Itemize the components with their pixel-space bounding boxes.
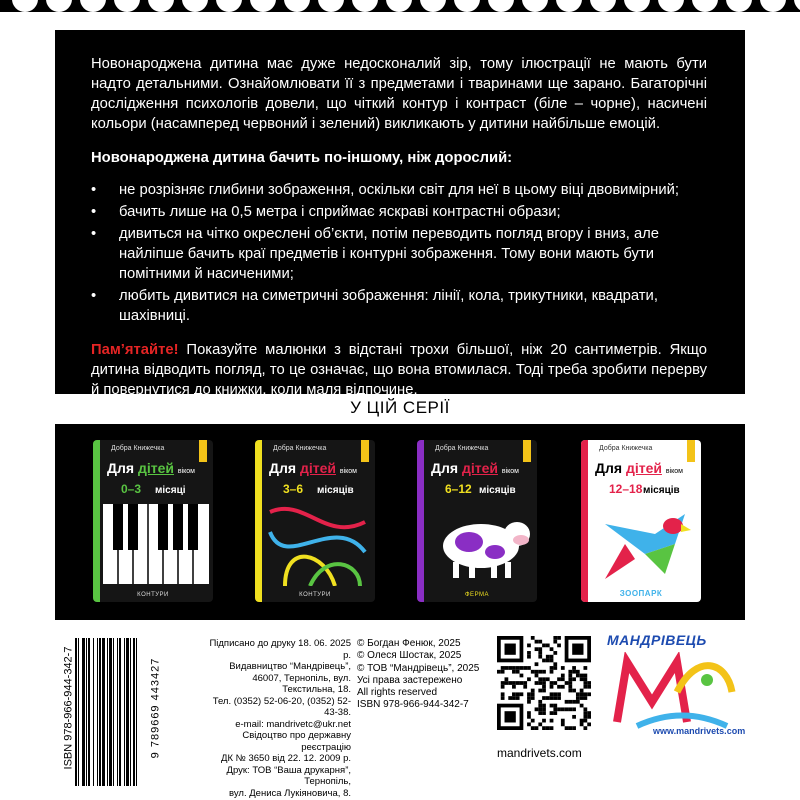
- scallop-shape: [182, 0, 208, 12]
- qr-module: [561, 677, 565, 681]
- qr-module: [531, 696, 535, 700]
- qr-module: [542, 681, 546, 685]
- qr-module: [538, 700, 542, 704]
- qr-module: [550, 681, 554, 685]
- qr-module: [557, 696, 561, 700]
- qr-module: [580, 704, 584, 708]
- qr-module: [505, 677, 509, 681]
- imprint-line: e-mail: mandrivetc@ukr.net: [235, 718, 351, 730]
- book-title-a: Для: [595, 460, 626, 476]
- scallop-shape: [794, 0, 800, 12]
- book-age-word: віком: [339, 468, 357, 475]
- qr-module: [501, 681, 505, 685]
- qr-module: [538, 640, 542, 644]
- qr-module: [550, 685, 554, 689]
- qr-module: [553, 640, 557, 644]
- qr-module: [580, 677, 584, 681]
- qr-module: [538, 670, 542, 674]
- book-brand: Добра Книжечка: [273, 445, 327, 452]
- qr-module: [527, 692, 531, 696]
- qr-module: [531, 726, 535, 730]
- qr-module: [550, 659, 554, 663]
- qr-module: [538, 722, 542, 726]
- qr-module: [583, 715, 587, 719]
- scallop-shape: [692, 0, 718, 12]
- qr-module: [512, 666, 516, 670]
- qr-module: [561, 685, 565, 689]
- qr-module: [512, 692, 516, 696]
- scallop-shape: [250, 0, 276, 12]
- copyright-line: © Олеся Шостак, 2025: [357, 650, 462, 662]
- qr-module: [538, 655, 542, 659]
- qr-module: [583, 681, 587, 685]
- qr-module: [580, 689, 584, 693]
- qr-module: [527, 722, 531, 726]
- qr-module: [587, 685, 591, 689]
- qr-module: [531, 636, 535, 640]
- qr-module: [550, 711, 554, 715]
- book-age: 0–3: [121, 482, 142, 496]
- qr-module: [576, 700, 580, 704]
- cow-illustration: [429, 506, 533, 582]
- qr-module: [516, 670, 520, 674]
- copyright-block: [357, 638, 497, 712]
- imprint-line: Видавництво “Мандрівець”,: [229, 661, 351, 672]
- book-title: [107, 460, 195, 476]
- qr-module: [531, 719, 535, 723]
- scallop-shape: [522, 0, 548, 12]
- qr-module: [576, 692, 580, 696]
- qr-module: [542, 719, 546, 723]
- qr-module: [553, 711, 557, 715]
- qr-module: [542, 677, 546, 681]
- book-brand: Добра Книжечка: [435, 445, 489, 452]
- qr-module: [520, 692, 524, 696]
- qr-module: [565, 707, 569, 711]
- scallop-shape: [658, 0, 684, 12]
- qr-module: [527, 644, 531, 648]
- book-title-a: Для: [431, 460, 462, 476]
- qr-module: [546, 655, 550, 659]
- copyright-line: © ТОВ “Мандрівець”, 2025: [357, 662, 480, 674]
- qr-module: [568, 707, 572, 711]
- qr-module: [587, 711, 591, 715]
- book-age: 6–12: [445, 482, 472, 496]
- qr-module: [542, 707, 546, 711]
- series-band: [55, 424, 745, 620]
- series-title: У ЦІЙ СЕРІЇ: [350, 398, 450, 417]
- qr-module: [553, 666, 557, 670]
- qr-module: [580, 719, 584, 723]
- qr-module: [516, 681, 520, 685]
- qr-module: [516, 666, 520, 670]
- piano-keys-illustration: [103, 504, 209, 584]
- imprint-line: Підписано до друку 18. 06. 2025 р.: [209, 638, 351, 661]
- book-label: ФЕРМА: [465, 592, 489, 598]
- qr-module: [553, 636, 557, 640]
- qr-module: [553, 692, 557, 696]
- qr-module: [546, 659, 550, 663]
- qr-module: [542, 726, 546, 730]
- scallop-shape: [624, 0, 650, 12]
- qr-module: [572, 677, 576, 681]
- qr-module: [550, 726, 554, 730]
- qr-module: [561, 707, 565, 711]
- qr-module: [583, 711, 587, 715]
- book-cover-0-3: [93, 440, 213, 602]
- qr-module: [520, 666, 524, 670]
- scallop-shape: [454, 0, 480, 12]
- qr-module: [516, 692, 520, 696]
- qr-module: [572, 700, 576, 704]
- book-title-b: дітей: [461, 460, 498, 476]
- qr-module: [580, 696, 584, 700]
- qr-module: [576, 674, 580, 678]
- qr-module: [546, 677, 550, 681]
- qr-module: [523, 666, 527, 670]
- intro-heading: Новонароджена дитина бачить по-іншому, ніж дорослий:: [91, 150, 513, 166]
- book-title: [595, 460, 683, 476]
- intro-text-block: [55, 30, 745, 398]
- qr-module: [531, 689, 535, 693]
- qr-module: [512, 696, 516, 700]
- qr-module: [535, 681, 539, 685]
- qr-module: [542, 644, 546, 648]
- copyright-line: © Богдан Фенюк, 2025: [357, 638, 461, 649]
- qr-module: [538, 704, 542, 708]
- qr-module: [508, 696, 512, 700]
- book-brand: Добра Книжечка: [599, 445, 653, 452]
- scallop-shape: [148, 0, 174, 12]
- qr-module: [568, 700, 572, 704]
- bullet-item: • дивиться на чітко окреслені об’єкти, потім переводить погляд вгору і вниз, але найліпше бачить краї предметів і контурні зображення. Тому вони мають бути помітними й насиченими;: [91, 224, 707, 284]
- qr-module: [501, 696, 505, 700]
- wavy-lines-illustration: [265, 502, 371, 586]
- qr-module: [542, 670, 546, 674]
- imprint-text: [199, 638, 351, 799]
- qr-module: [531, 692, 535, 696]
- book-spine: [581, 440, 588, 602]
- qr-module: [553, 707, 557, 711]
- qr-module: [538, 689, 542, 693]
- qr-module: [535, 726, 539, 730]
- imprint-line: вул. Дениса Лукіяновича, 8.: [229, 787, 351, 799]
- book-brand: Добра Книжечка: [111, 445, 165, 452]
- book-spine: [255, 440, 262, 602]
- qr-module: [505, 644, 516, 655]
- book-cover-3-6: [255, 440, 375, 602]
- publisher-logo-name: МАНДРІВЕЦЬ: [607, 632, 707, 648]
- remember-label: Пам’ятайте!: [91, 342, 179, 358]
- book-title-a: Для: [269, 460, 300, 476]
- publisher-logo-url: www.mandrivets.com: [653, 726, 746, 736]
- qr-module: [553, 651, 557, 655]
- qr-module: [568, 689, 572, 693]
- imprint-line: Друк: ТОВ “Ваша друкарня”, Тернопіль,: [226, 764, 351, 787]
- scallop-shape: [386, 0, 412, 12]
- qr-module: [568, 670, 572, 674]
- qr-module: [557, 636, 561, 640]
- qr-module: [505, 681, 509, 685]
- qr-module: [572, 666, 576, 670]
- qr-module: [576, 696, 580, 700]
- qr-module: [497, 670, 501, 674]
- qr-module: [512, 670, 516, 674]
- book-age: 12–18: [609, 482, 643, 496]
- qr-module: [546, 696, 550, 700]
- parrot-illustration: [595, 504, 695, 584]
- book-title-b: дітей: [299, 460, 336, 476]
- qr-module: [501, 670, 505, 674]
- scallop-shape: [488, 0, 514, 12]
- book-months: місяці: [155, 485, 186, 496]
- qr-module: [583, 692, 587, 696]
- qr-module: [553, 662, 557, 666]
- qr-module: [542, 659, 546, 663]
- bookmark-tag: [523, 440, 531, 462]
- qr-module: [527, 700, 531, 704]
- book-age: 3–6: [283, 482, 304, 496]
- imprint-section: [55, 626, 745, 800]
- qr-module: [538, 711, 542, 715]
- qr-module: [527, 651, 531, 655]
- qr-module: [538, 651, 542, 655]
- book-cover-12-18: [581, 440, 701, 602]
- publisher-website[interactable]: mandrivets.com: [497, 746, 582, 760]
- qr-module: [542, 704, 546, 708]
- qr-module: [535, 670, 539, 674]
- qr-module: [557, 692, 561, 696]
- qr-module: [542, 696, 546, 700]
- qr-module: [501, 666, 505, 670]
- qr-module: [538, 647, 542, 651]
- qr-module: [553, 681, 557, 685]
- book-months: місяців: [643, 485, 680, 496]
- qr-module: [587, 715, 591, 719]
- qr-module: [527, 677, 531, 681]
- qr-module: [572, 689, 576, 693]
- qr-module: [550, 647, 554, 651]
- scallop-shape: [556, 0, 582, 12]
- qr-module: [531, 670, 535, 674]
- qr-module: [527, 655, 531, 659]
- qr-module: [527, 711, 531, 715]
- book-title: [431, 460, 519, 476]
- qr-module: [553, 696, 557, 700]
- qr-module: [505, 711, 516, 722]
- qr-module: [538, 707, 542, 711]
- publisher-logo-icon: [607, 652, 739, 732]
- scallop-shape: [216, 0, 242, 12]
- qr-module: [527, 715, 531, 719]
- qr-module: [557, 685, 561, 689]
- qr-module: [542, 711, 546, 715]
- qr-module: [565, 681, 569, 685]
- book-age-word: віком: [501, 468, 519, 475]
- book-title: [269, 460, 357, 476]
- qr-module: [557, 644, 561, 648]
- qr-module: [550, 719, 554, 723]
- qr-module: [512, 681, 516, 685]
- qr-module: [550, 704, 554, 708]
- book-title-b: дітей: [137, 460, 174, 476]
- qr-module: [542, 685, 546, 689]
- qr-module: [550, 666, 554, 670]
- qr-module: [561, 674, 565, 678]
- qr-module: [516, 696, 520, 700]
- qr-module: [501, 685, 505, 689]
- remember-text: Показуйте малюнки з відстані трохи більшої, ніж 20 сантиметрів. Якщо дитина відводить погляд, то це означає, що вона втомилася. Тоді треба зробити перерву й повернутися до книжки, коли маля відпочине.: [91, 342, 707, 398]
- bullet-item: • любить дивитися на симетричні зображення: лінії, кола, трикутники, квадрати, шахівниці.: [91, 286, 707, 326]
- bookmark-tag: [361, 440, 369, 462]
- qr-module: [546, 644, 550, 648]
- qr-module: [527, 696, 531, 700]
- imprint-line: 46007, Тернопіль, вул. Текстильна, 18.: [252, 672, 351, 695]
- bullet-item: • бачить лише на 0,5 метра і сприймає яскраві контрастні образи;: [91, 202, 707, 222]
- qr-module: [553, 704, 557, 708]
- bookmark-tag: [687, 440, 695, 462]
- scallop-shape: [12, 0, 38, 12]
- scallop-shape: [590, 0, 616, 12]
- qr-module: [550, 696, 554, 700]
- qr-module: [568, 685, 572, 689]
- qr-module: [512, 685, 516, 689]
- qr-module: [535, 640, 539, 644]
- copyright-line: Усі права застережено: [357, 674, 463, 686]
- scallop-shape: [114, 0, 140, 12]
- qr-module: [572, 644, 583, 655]
- qr-module: [587, 722, 591, 726]
- copyright-line: All rights reserved: [357, 687, 438, 699]
- qr-module: [583, 719, 587, 723]
- qr-module: [583, 666, 587, 670]
- scallop-shape: [318, 0, 344, 12]
- qr-module: [550, 670, 554, 674]
- qr-module: [538, 677, 542, 681]
- qr-module: [565, 726, 569, 730]
- book-cover-6-12: [417, 440, 537, 602]
- qr-module: [535, 674, 539, 678]
- qr-module: [587, 692, 591, 696]
- qr-module: [568, 677, 572, 681]
- qr-module: [520, 681, 524, 685]
- qr-module: [583, 707, 587, 711]
- book-label: КОНТУРИ: [137, 592, 169, 598]
- qr-module: [557, 707, 561, 711]
- qr-module: [572, 670, 576, 674]
- qr-module: [535, 647, 539, 651]
- intro-paragraph: Новонароджена дитина має дуже недосконалий зір, тому ілюстрації не мають бути надто детальними. Ознайомлювати її з предметами і тваринами ще зарано. Багаторічні дослідження психологів довели, що чіткий контур і контраст (біле – чорне), насичені кольори (насамперед червоний і зелений) викликають у дитини найбільше емоцій.: [91, 56, 707, 132]
- qr-module: [565, 700, 569, 704]
- qr-module: [568, 674, 572, 678]
- book-age-word: віком: [665, 468, 683, 475]
- book-title-a: Для: [107, 460, 138, 476]
- imprint-line: Свідоцтво про державну реєстрацію: [242, 730, 351, 753]
- qr-module: [580, 692, 584, 696]
- qr-module: [546, 726, 550, 730]
- qr-module: [583, 726, 587, 730]
- qr-module: [568, 726, 572, 730]
- qr-module: [550, 692, 554, 696]
- barcode: [55, 638, 180, 786]
- qr-module: [576, 670, 580, 674]
- qr-module: [557, 677, 561, 681]
- scallop-shape: [352, 0, 378, 12]
- qr-module: [538, 681, 542, 685]
- qr-module: [583, 677, 587, 681]
- scallop-shape: [46, 0, 72, 12]
- qr-module: [572, 707, 576, 711]
- qr-module: [587, 681, 591, 685]
- scallop-shape: [284, 0, 310, 12]
- scallop-shape: [420, 0, 446, 12]
- book-label: ЗООПАРК: [619, 589, 663, 598]
- qr-module: [572, 726, 576, 730]
- book-spine: [93, 440, 100, 602]
- bullet-item: • не розрізняє глибини зображення, оскільки світ для неї в цьому віці двовимірний;: [91, 180, 707, 200]
- qr-module: [561, 722, 565, 726]
- qr-module: [535, 662, 539, 666]
- bookmark-tag: [199, 440, 207, 462]
- qr-module: [561, 719, 565, 723]
- qr-module: [520, 674, 524, 678]
- qr-code: [497, 636, 591, 730]
- qr-module: [508, 666, 512, 670]
- book-months: місяців: [479, 485, 516, 496]
- qr-module: [542, 689, 546, 693]
- isbn-vertical: ISBN 978-966-944-342-7: [62, 646, 75, 770]
- scallop-shape: [80, 0, 106, 12]
- qr-module: [580, 674, 584, 678]
- qr-module: [501, 692, 505, 696]
- barcode-digits: 9 789669 443427: [149, 657, 162, 759]
- qr-module: [580, 722, 584, 726]
- qr-module: [583, 674, 587, 678]
- book-months: місяців: [317, 485, 354, 496]
- qr-module: [535, 707, 539, 711]
- qr-module: [508, 681, 512, 685]
- book-age-word: віком: [177, 468, 195, 475]
- qr-module: [523, 681, 527, 685]
- qr-module: [527, 666, 531, 670]
- qr-module: [523, 685, 527, 689]
- scallop-shape: [726, 0, 752, 12]
- remember-paragraph: [91, 340, 707, 400]
- copyright-line: ISBN 978-966-944-342-7: [357, 699, 469, 711]
- qr-module: [572, 715, 576, 719]
- qr-module: [550, 655, 554, 659]
- scallop-shape: [760, 0, 786, 12]
- qr-module: [583, 685, 587, 689]
- imprint-line: Тел. (0352) 52-06-20, (0352) 52-43-38.: [212, 695, 351, 718]
- barcode-bar: [137, 638, 140, 786]
- qr-module: [561, 666, 565, 670]
- intro-bullet-list: [91, 180, 707, 326]
- book-title-b: дітей: [625, 460, 662, 476]
- book-label: КОНТУРИ: [299, 592, 331, 598]
- qr-module: [583, 696, 587, 700]
- qr-module: [568, 681, 572, 685]
- imprint-line: ДК № 3650 від 22. 12. 2009 р.: [221, 753, 351, 764]
- book-spine: [417, 440, 424, 602]
- qr-module: [505, 666, 509, 670]
